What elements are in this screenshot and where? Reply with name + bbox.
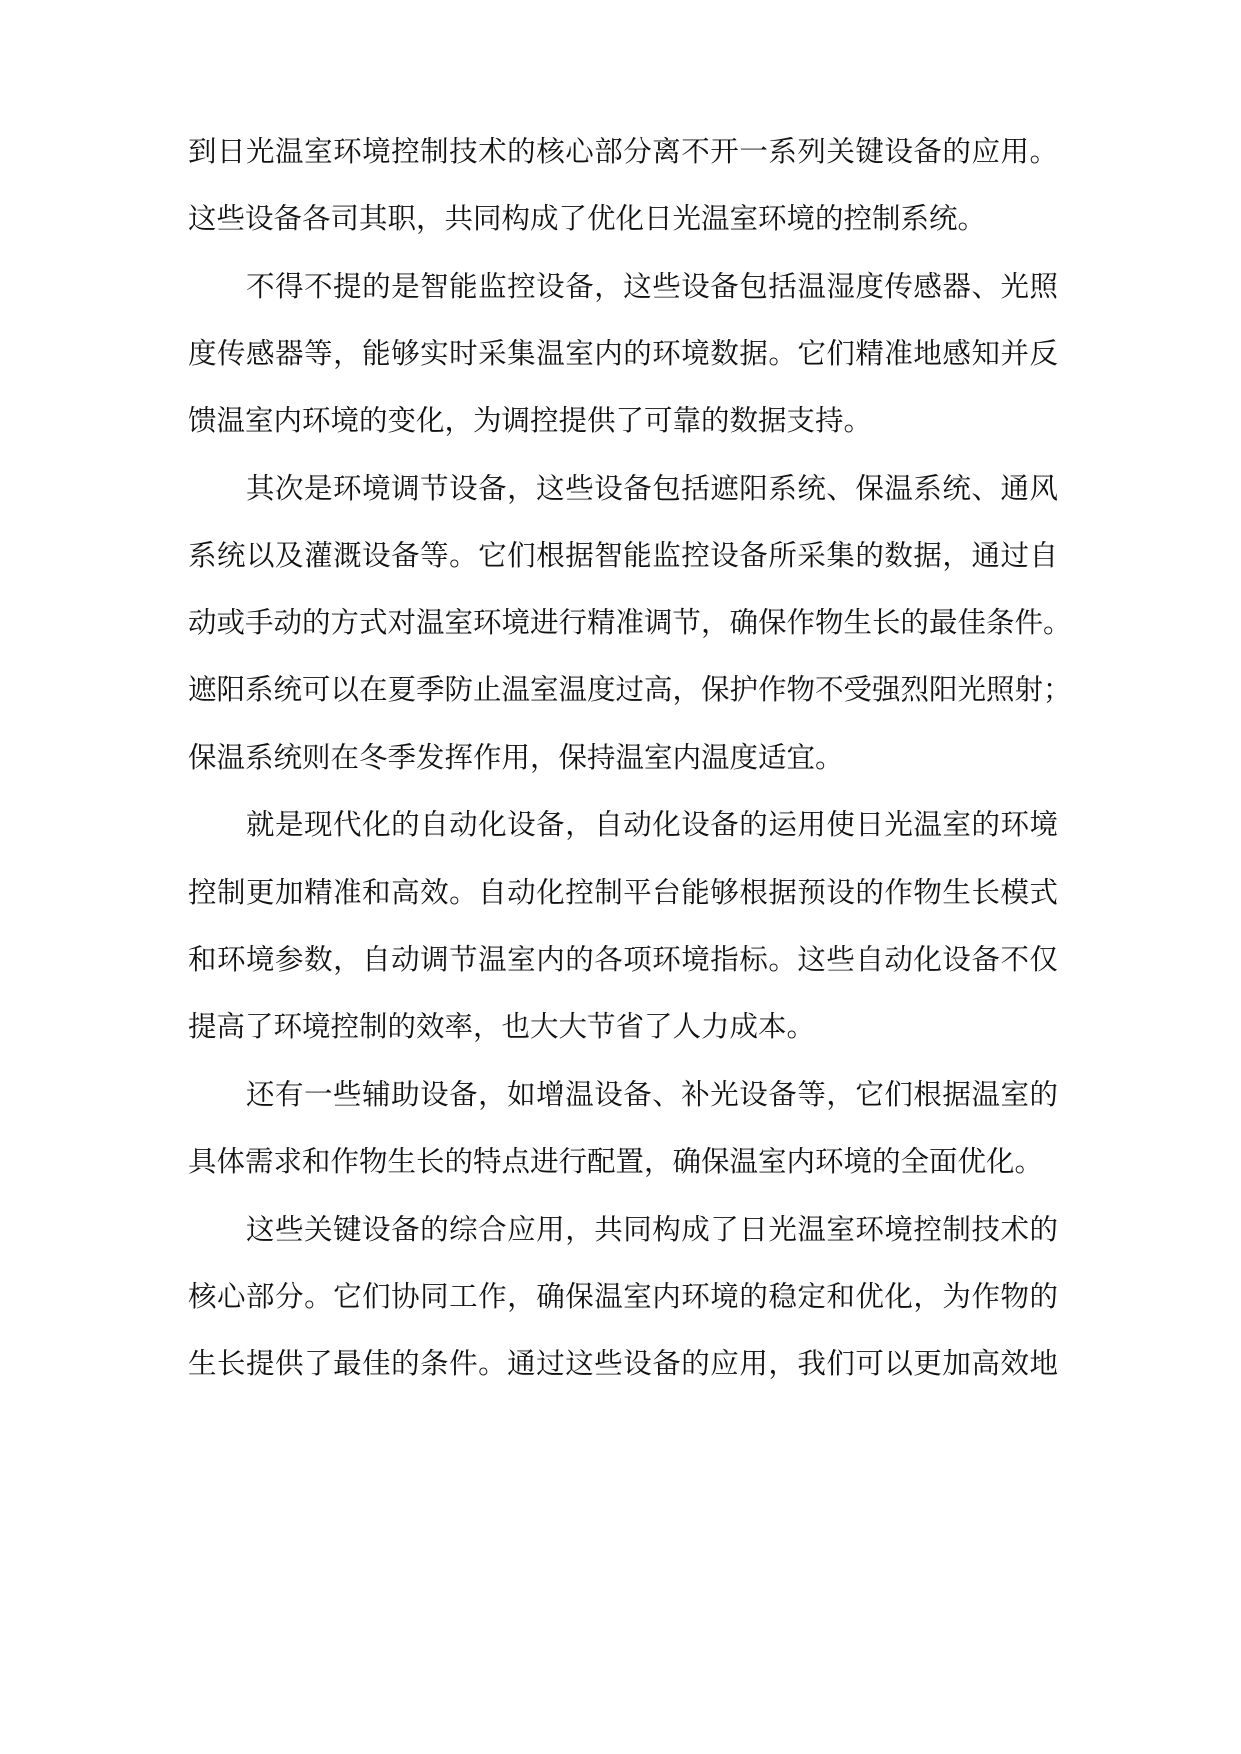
paragraph-5-line-2: 核心部分。它们协同工作，确保温室内环境的稳定和优化，为作物的 (188, 1280, 1058, 1313)
paragraph-1-line-2: 度传感器等，能够实时采集温室内的环境数据。它们精准地感知并反 (188, 337, 1058, 370)
paragraph-2-line-4: 遮阳系统可以在夏季防止温室温度过高，保护作物不受强烈阳光照射； (188, 673, 1072, 706)
paragraph-4-line-1: 还有一些辅助设备，如增温设备、补光设备等，它们根据温室的 (246, 1078, 1058, 1111)
paragraph-2-line-5: 保温系统则在冬季发挥作用，保持温室内温度适宜。 (188, 741, 844, 774)
paragraph-3-line-2: 控制更加精准和高效。自动化控制平台能够根据预设的作物生长模式 (188, 876, 1058, 909)
paragraph-3-line-3: 和环境参数，自动调节温室内的各项环境指标。这些自动化设备不仅 (188, 943, 1058, 976)
paragraph-2-line-3: 动或手动的方式对温室环境进行精准调节，确保作物生长的最佳条件。 (188, 606, 1072, 639)
paragraph-2-line-1: 其次是环境调节设备，这些设备包括遮阳系统、保温系统、通风 (246, 472, 1058, 505)
paragraph-4-line-2: 具体需求和作物生长的特点进行配置，确保温室内环境的全面优化。 (188, 1145, 1044, 1178)
text-line-2: 这些设备各司其职，共同构成了优化日光温室环境的控制系统。 (188, 202, 987, 235)
paragraph-1-line-1: 不得不提的是智能监控设备，这些设备包括温湿度传感器、光照 (246, 270, 1058, 303)
paragraph-5-line-3: 生长提供了最佳的条件。通过这些设备的应用，我们可以更加高效地 (188, 1347, 1058, 1380)
paragraph-3-line-1: 就是现代化的自动化设备，自动化设备的运用使日光温室的环境 (246, 808, 1058, 841)
paragraph-3-line-4: 提高了环境控制的效率，也大大节省了人力成本。 (188, 1010, 816, 1043)
paragraph-5-line-1: 这些关键设备的综合应用，共同构成了日光温室环境控制技术的 (246, 1213, 1058, 1246)
paragraph-2-line-2: 系统以及灌溉设备等。它们根据智能监控设备所采集的数据，通过自 (188, 539, 1058, 572)
paragraph-1-line-3: 馈温室内环境的变化，为调控提供了可靠的数据支持。 (188, 404, 873, 437)
text-line-1: 到日光温室环境控制技术的核心部分离不开一系列关键设备的应用。 (188, 135, 1058, 168)
